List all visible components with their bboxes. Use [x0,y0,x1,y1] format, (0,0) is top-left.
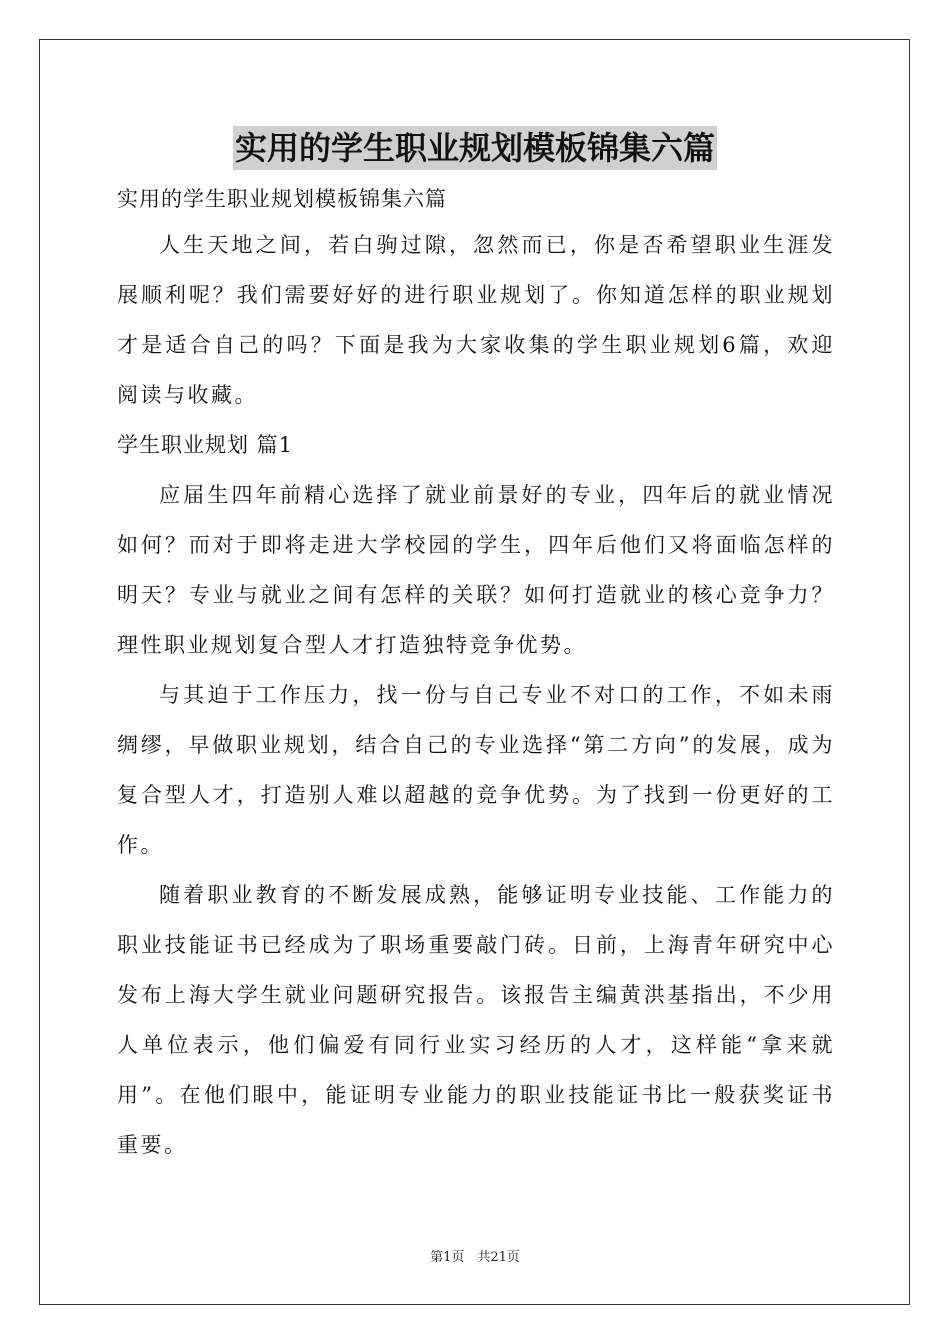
intro-paragraph: 人生天地之间，若白驹过隙，忽然而已，你是否希望职业生涯发展顺利呢？我们需要好好的进行职业规划了。你知道怎样的职业规划才是适合自己的吗？下面是我为大家收集的学生职业规划6篇，欢迎阅读与收藏。 [117,233,835,407]
document-title: 实用的学生职业规划模板锦集六篇 [233,126,717,170]
body-paragraph-3: 随着职业教育的不断发展成熟，能够证明专业技能、工作能力的职业技能证书已经成为了职场重要敲门砖。日前，上海青年研究中心发布上海大学生就业问题研究报告。该报告主编黄洪基指出，不少用人单位表示，他们偏爱有同行业实习经历的人才，这样能“拿来就用”。在他们眼中，能证明专业能力的职业技能证书比一般获奖证书重要。 [117,883,835,1157]
page-number: 第1页 共21页 [430,1250,520,1265]
page-footer [0,1246,950,1265]
document-body [117,178,835,1170]
section-heading: 学生职业规划 篇1 [117,433,294,457]
title-container [0,126,950,170]
body-paragraph-1: 应届生四年前精心选择了就业前景好的专业，四年后的就业情况如何？而对于即将走进大学校园的学生，四年后他们又将面临怎样的明天？专业与就业之间有怎样的关联？如何打造就业的核心竞争力？理性职业规划复合型人才打造独特竞争优势。 [117,483,835,657]
document-subtitle: 实用的学生职业规划模板锦集六篇 [117,187,447,211]
body-paragraph-2: 与其迫于工作压力，找一份与自己专业不对口的工作，不如未雨绸缪，早做职业规划，结合自己的专业选择“第二方向”的发展，成为复合型人才，打造别人难以超越的竞争优势。为了找到一份更好的工作。 [117,683,835,857]
